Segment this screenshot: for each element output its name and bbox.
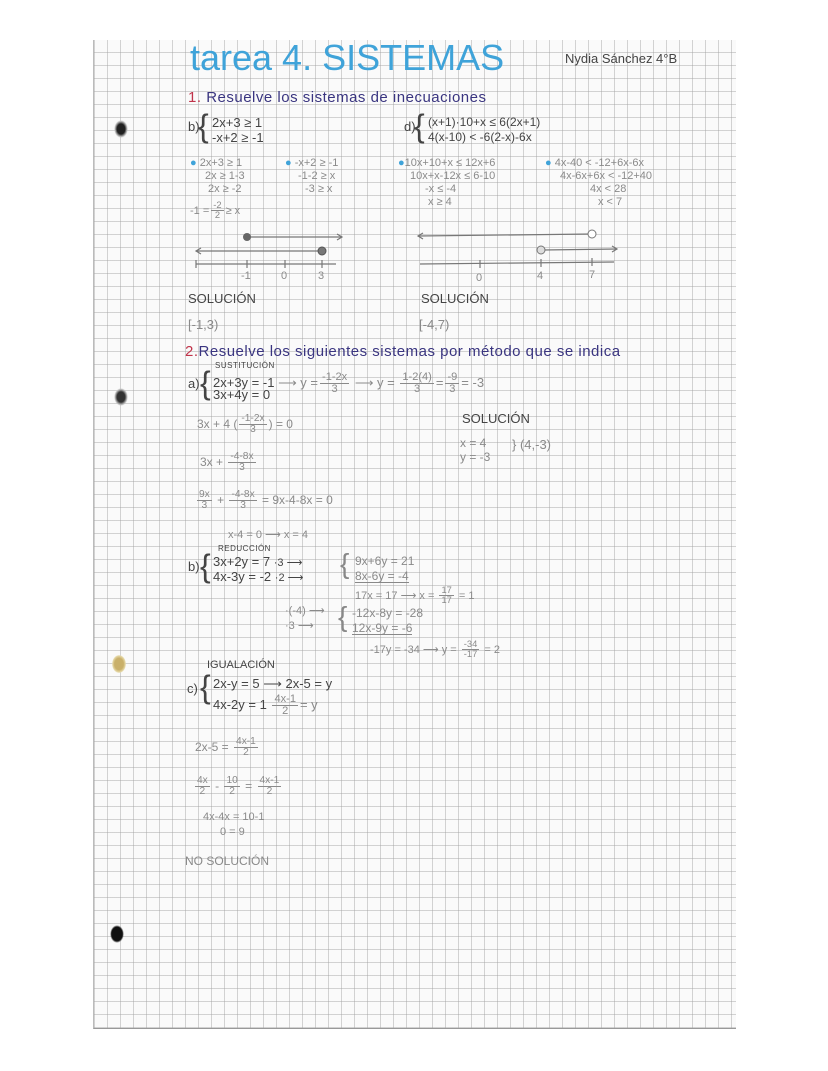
binder-hole [114, 120, 128, 138]
work-line: x < 7 [598, 196, 623, 208]
problem-c-label: c) [187, 681, 198, 696]
solution-value: [-1,3) [188, 317, 219, 332]
work-line: $\frac{9x}{3}$ + $\frac{-4-8x}{3}$ = 9x-4-8x = 0 [199, 489, 333, 512]
brace: { [198, 108, 209, 144]
axis-tick-label: 0 [476, 272, 483, 284]
work-line: 0 = 9 [220, 826, 245, 838]
work-line: -17y = -34 ⟶ y = $\frac{-34}{-17}$ = 2 [370, 639, 500, 660]
axis-tick-label: 7 [589, 269, 596, 281]
axis-tick-label: -1 [241, 270, 251, 282]
work-line: 4x-4x = 10-1 [203, 811, 265, 823]
solution-x: x = 4 [460, 436, 487, 450]
section2-heading: 2.Resuelve los siguientes sistemas por método que se indica [185, 343, 621, 360]
work-line: x-4 = 0 ⟶ x = 4 [228, 529, 308, 541]
work-line: 17x = 17 ⟶ x = $\frac{17}{17}$ = 1 [355, 585, 475, 606]
equation: -x+2 ≥ -1 [212, 130, 264, 145]
work-line: ●10x+10+x ≤ 12x+6 [398, 157, 496, 169]
work-line: -x ≤ -4 [425, 183, 457, 195]
work-line: 8x-6y = -4 [355, 569, 409, 583]
multiplier: ·(-4) ⟶ [285, 605, 325, 617]
problem-b-label: b) [188, 559, 200, 574]
equation: (x+1)·10+x ≤ 6(2x+1) [428, 115, 541, 129]
solution-pair: } (4,-3) [512, 437, 552, 452]
solution-value: [-4,7) [419, 317, 450, 332]
axis-tick-label: 0 [281, 270, 288, 282]
binder-hole [110, 925, 124, 943]
axis-tick-label: 4 [537, 270, 544, 282]
multiplier: ·3 ⟶ [285, 620, 314, 632]
work-line: 9x+6y = 21 [355, 554, 415, 568]
work-line: -1-2 ≥ x [298, 170, 336, 182]
equation: 4x-3y = -2 ·2 ⟶ [213, 569, 304, 584]
conclusion: NO SOLUCIÓN [185, 854, 270, 868]
work-line: -12x-8y = -28 [352, 606, 424, 620]
equation: 2x-y = 5 ⟶ 2x-5 = y [213, 676, 333, 691]
equation: 2x+3 ≥ 1 [212, 115, 263, 130]
work-line: 2x ≥ 1-3 [205, 170, 245, 182]
problem-d-label: d) [404, 119, 416, 134]
equation: 3x+4y = 0 [213, 387, 271, 402]
solution-y: y = -3 [460, 450, 491, 464]
solution-label: SOLUCIÓN [188, 291, 256, 306]
work-line: ● -x+2 ≥ -1 [285, 157, 339, 169]
equation: 4x-2y = 1 $\frac{4x-1}{2}$ = y [213, 693, 318, 718]
problem-b-label: b) [188, 119, 200, 134]
work-line: -1 = $\frac{-2}{2}$ ≥ x [190, 200, 241, 221]
binder-hole [112, 655, 126, 673]
work-line: ● 4x-40 < -12+6x-6x [545, 157, 644, 169]
work-line: -3 ≥ x [305, 183, 333, 195]
work-line: ● 2x+3 ≥ 1 [190, 157, 243, 169]
equation: 2x+3y = -1 ⟶ y = $\frac{-1-2x}{3}$ ⟶ y = $\frac{1-2(4)}{3}$ = $\frac{-9}{3}$ = -3 [213, 371, 485, 396]
brace: { [338, 601, 348, 632]
method-label: IGUALACIÓN [207, 659, 275, 671]
work-line: 3x + $\frac{-4-8x}{3}$ [200, 451, 254, 474]
solution-label: SOLUCIÓN [462, 411, 530, 426]
work-line: 4x-6x+6x < -12+40 [560, 170, 653, 182]
brace: { [200, 548, 211, 584]
brace: { [200, 365, 211, 401]
brace: { [340, 548, 350, 579]
brace: { [414, 108, 425, 144]
axis-tick-label: 3 [318, 270, 325, 282]
work-line: 10x+x-12x ≤ 6-10 [410, 170, 496, 182]
work-line: 3x + 4 ( $\frac{-1-2x}{3}$ ) = 0 [197, 413, 293, 436]
page-title: tarea 4. SISTEMAS [190, 37, 505, 78]
method-label: REDUCCIÓN [218, 544, 271, 553]
method-label: SUSTITUCIÓN [215, 361, 275, 370]
author-name: Nydia Sánchez 4°B [565, 51, 678, 66]
solution-label: SOLUCIÓN [421, 291, 489, 306]
work-line: x ≥ 4 [428, 196, 452, 208]
work-line: 2x-5 = $\frac{4x-1}{2}$ [195, 736, 256, 759]
work-line: $\frac{4x}{2}$ - $\frac{10}{2}$ = $\frac{4x-1}{2}$ [197, 775, 280, 798]
grid-paper [93, 37, 736, 1029]
work-line: 4x < 28 [590, 183, 627, 195]
problem-a-label: a) [188, 376, 200, 391]
equation: 4(x-10) < -6(2-x)-6x [428, 130, 532, 144]
section1-heading: 1. Resuelve los sistemas de inecuaciones [188, 89, 487, 106]
binder-hole [114, 388, 128, 406]
work-line: 2x ≥ -2 [208, 183, 242, 195]
equation: 3x+2y = 7 ·3 ⟶ [213, 554, 303, 569]
brace: { [200, 669, 211, 705]
work-line: 12x-9y = -6 [352, 621, 413, 635]
